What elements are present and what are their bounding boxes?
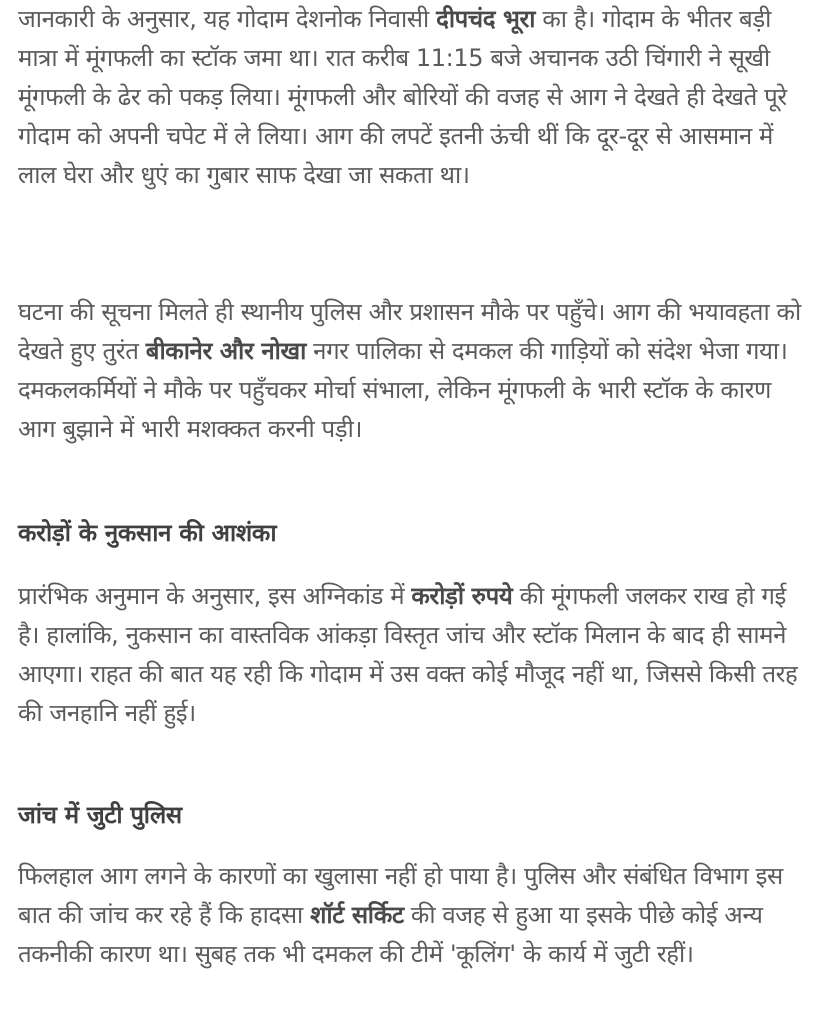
paragraph-3-text-a: प्रारंभिक अनुमान के अनुसार, इस अग्निकांड में (18, 582, 412, 610)
section-heading-police: जांच में जुटी पुलिस (18, 801, 182, 829)
paragraph-3 (18, 577, 810, 733)
paragraph-1-bold: दीपचंद भूरा (436, 5, 536, 33)
paragraph-4-text-a: फिलहाल आग लगने के कारणों का खुलासा नहीं हो पाया है। पुलिस और संबंधित विभाग इस बात की जांच कर रहे हैं कि हादसा (18, 862, 783, 929)
paragraph-4-text-b: की वजह से हुआ या इसके पीछे कोई अन्य तकनीकी कारण था। सुबह तक भी दमकल की टीमें 'कूलिंग' के कार्य में जुटी रहीं। (18, 901, 763, 968)
paragraph-4 (18, 857, 810, 974)
paragraph-1-text-a: जानकारी के अनुसार, यह गोदाम देशनोक निवासी (18, 5, 437, 33)
paragraph-2-bold: बीकानेर और नोखा (145, 337, 306, 365)
paragraph-2-text-a: घटना की सूचना मिलते ही स्थानीय पुलिस और प्रशासन मौके पर पहुँचे। आग की भयावहता को देखते हुए तुरंत (18, 298, 801, 365)
paragraph-4-bold: शॉर्ट सर्किट (310, 901, 404, 929)
paragraph-2 (18, 293, 810, 449)
section-heading-loss: करोड़ों के नुकसान की आशंका (18, 519, 277, 547)
paragraph-3-bold: करोड़ों रुपये (411, 582, 513, 610)
paragraph-1-text-b: का है। गोदाम के भीतर बड़ी मात्रा में मूंगफली का स्टॉक जमा था। रात करीब 11:15 बजे अचानक उठी चिंगारी ने सूखी मूंगफली के ढेर को पकड़ लिया। मूंगफली और बोरियों की वजह से आग ने देखते ही देखते पूरे गोदाम को अपनी चपेट में ले लिया। आग की लपटें इतनी ऊंची थीं कि दूर-दूर से आसमान में लाल घेरा और धुएं का गुबार साफ देखा जा सकता था। (18, 5, 787, 189)
paragraph-1 (18, 0, 810, 195)
paragraph-2-text-b: नगर पालिका से दमकल की गाड़ियों को संदेश भेजा गया। दमकलकर्मियों ने मौके पर पहुँचकर मोर्चा संभाला, लेकिन मूंगफली के भारी स्टॉक के कारण आग बुझाने में भारी मशक्कत करनी पड़ी। (18, 337, 788, 443)
paragraph-3-text-b: की मूंगफली जलकर राख हो गई है। हालांकि, नुकसान का वास्तविक आंकड़ा विस्तृत जांच और स्टॉक मिलान के बाद ही सामने आएगा। राहत की बात यह रही कि गोदाम में उस वक्त कोई मौजूद नहीं था, जिससे किसी तरह की जनहानि नहीं हुई। (18, 582, 798, 727)
